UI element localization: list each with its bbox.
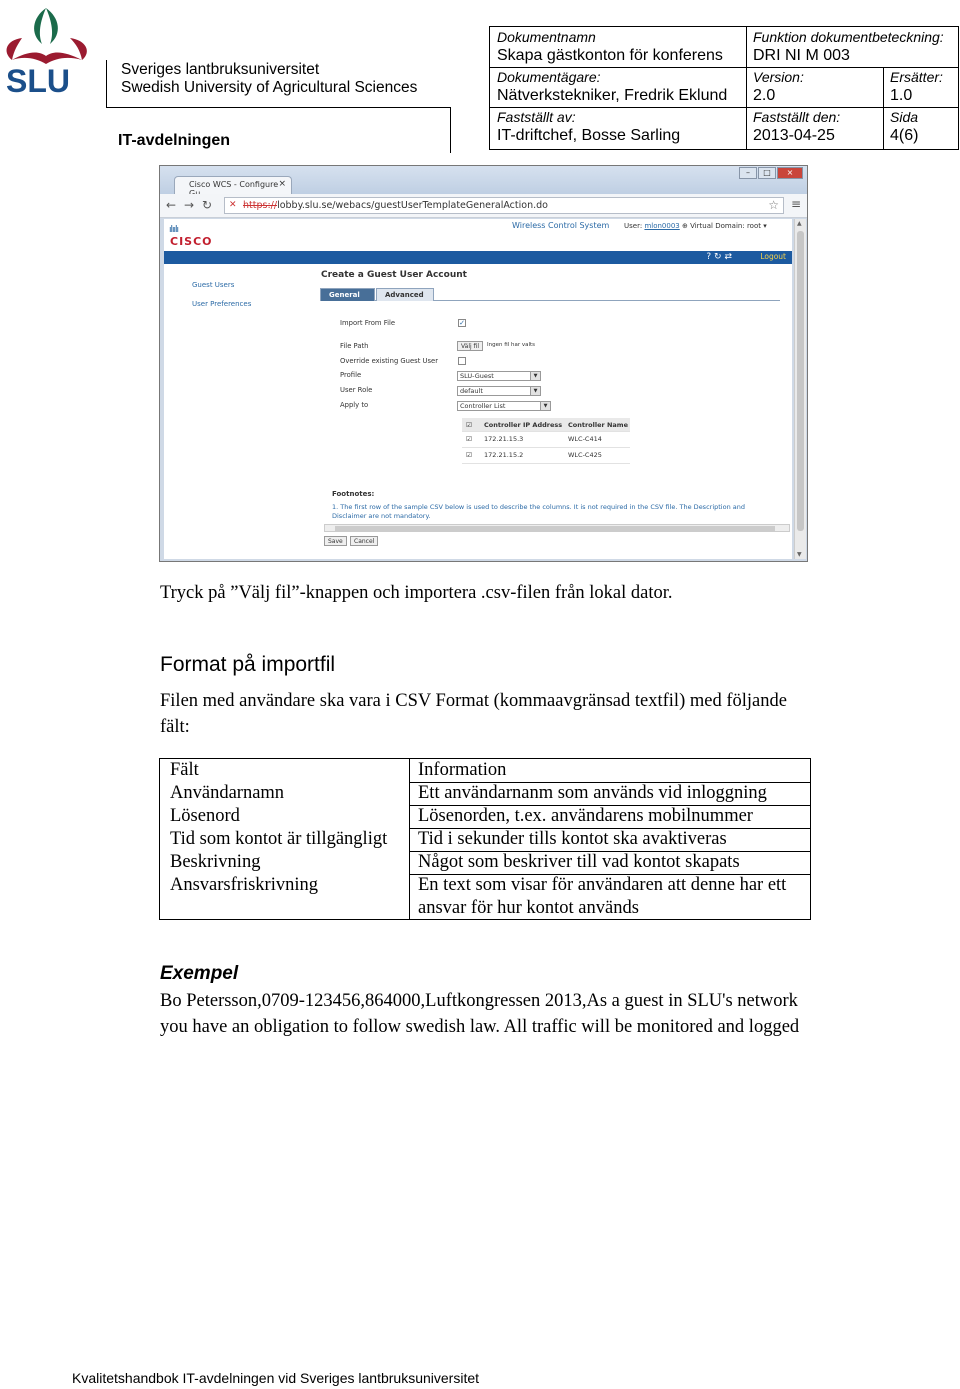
slu-logo — [2, 4, 96, 96]
import-from-file-label: Import From File — [340, 319, 396, 327]
page-footer: Kvalitetshandbok IT-avdelningen vid Sveriges lantbruksuniversitet — [72, 1370, 480, 1386]
controller-name: WLC-C414 — [568, 435, 602, 443]
example-heading: Exempel — [160, 963, 239, 984]
controller-ip: 172.21.15.3 — [484, 435, 524, 443]
field-info: Ett användarnanm som används vid inloggning — [418, 783, 767, 803]
apply-to-value: Controller List — [460, 402, 506, 410]
minimize-icon[interactable]: – — [739, 167, 757, 179]
url-scheme: https:// — [243, 200, 278, 211]
screenshot-caption: Tryck på ”Välj fil”-knappen och importera .csv-filen från lokal dator. — [160, 583, 673, 603]
field-name: Användarnamn — [170, 783, 285, 803]
cancel-button[interactable]: Cancel — [350, 536, 378, 546]
row-checkbox[interactable]: ☑ — [466, 451, 472, 459]
scroll-thumb[interactable] — [797, 231, 804, 531]
controller-ip: 172.21.15.2 — [484, 451, 524, 459]
close-window-icon[interactable]: × — [777, 167, 803, 179]
left-navigation — [164, 264, 312, 559]
department-name: IT-avdelningen — [118, 132, 231, 149]
meta-doc-name — [490, 27, 723, 65]
forward-icon[interactable]: → — [184, 198, 195, 212]
owner-value: Nätverkstekniker, Fredrik Eklund — [497, 87, 728, 104]
meta-function — [746, 27, 944, 65]
override-checkbox[interactable] — [458, 357, 466, 365]
profile-value: SLU-Guest — [460, 372, 494, 380]
intro-paragraph: Filen med användare ska vara i CSV Format (kommaavgränsad textfil) med följande fält: — [160, 691, 787, 737]
user-role-label: User Role — [340, 386, 373, 394]
approved-date-label: Fastställt den: — [753, 109, 841, 125]
field-info: Något som beskriver till vad kontot skapats — [418, 852, 740, 872]
meta-page — [883, 107, 918, 145]
tab-general[interactable]: General — [320, 288, 375, 301]
chevron-down-icon: ▼ — [530, 372, 540, 380]
user-info — [624, 222, 767, 230]
header-rule — [106, 107, 451, 108]
footnote-text: 1. The first row of the sample CSV below is used to describe the columns. It is not required in the CSV file. The Description and Disclaimer are not mandatory. — [332, 503, 745, 520]
save-button[interactable]: Save — [324, 536, 347, 546]
chevron-down-icon: ▼ — [540, 402, 550, 410]
document-meta-table — [489, 26, 959, 150]
meta-replaces — [883, 67, 943, 105]
field-name: Beskrivning — [170, 852, 261, 872]
field-info: Tid i sekunder tills kontot ska avaktiveras — [418, 829, 727, 849]
controller-table — [462, 418, 630, 464]
field-name: Lösenord — [170, 806, 240, 826]
tab-title: Cisco WCS - Configure — [189, 180, 279, 189]
version-value: 2.0 — [753, 87, 776, 104]
form-tabs — [320, 288, 780, 301]
scroll-down-icon[interactable]: ▼ — [797, 551, 802, 558]
profile-label: Profile — [340, 371, 362, 379]
field-info: Lösenorden, t.ex. användarens mobilnummer — [418, 806, 753, 826]
doc-name-value: Skapa gästkonton för konferens — [497, 47, 723, 64]
vertical-scrollbar[interactable] — [794, 219, 806, 559]
section-heading: Format på importfil — [160, 653, 336, 676]
top-nav-bar — [164, 251, 792, 264]
approved-by-value: IT-driftchef, Bosse Sarling — [497, 127, 681, 144]
import-from-file-checkbox[interactable]: ✓ — [459, 319, 465, 327]
field-info: En text som visar för användaren att denne har ett ansvar för hur kontot används — [418, 875, 787, 918]
back-icon[interactable]: ← — [166, 198, 177, 212]
cisco-bars-icon: ılıılı — [169, 225, 179, 235]
address-bar — [160, 194, 807, 218]
page-label: Sida — [890, 109, 919, 125]
domain-dropdown-icon[interactable]: ▾ — [763, 222, 767, 230]
reload-icon[interactable]: ↻ — [202, 198, 213, 212]
maximize-icon[interactable]: □ — [758, 167, 776, 179]
user-label: User: — [624, 222, 643, 230]
nav-guest-users[interactable]: Guest Users — [192, 281, 235, 289]
replaces-value: 1.0 — [890, 87, 913, 104]
meta-approved-by — [490, 107, 680, 145]
override-label: Override existing Guest User — [340, 357, 439, 365]
version-label: Version: — [753, 69, 804, 85]
main-content — [312, 264, 792, 559]
table-row — [462, 448, 630, 464]
apply-to-select[interactable] — [457, 401, 551, 411]
apply-to-label: Apply to — [340, 401, 369, 409]
page-heading: Create a Guest User Account — [321, 270, 467, 280]
university-name-en: Swedish University of Agricultural Sciences — [121, 79, 418, 96]
profile-select[interactable] — [457, 371, 541, 381]
browser-titlebar — [160, 166, 807, 194]
controller-name: WLC-C425 — [568, 451, 602, 459]
horizontal-scrollbar[interactable] — [324, 524, 790, 532]
table-col-divider — [409, 759, 410, 919]
page-value: 4(6) — [890, 127, 919, 144]
replaces-label: Ersätter: — [890, 69, 943, 85]
header-divider-2 — [450, 107, 451, 153]
scroll-thumb[interactable] — [335, 526, 775, 531]
approved-date-value: 2013-04-25 — [753, 127, 835, 144]
meta-approved-date — [746, 107, 840, 145]
nav-user-preferences[interactable]: User Preferences — [192, 300, 252, 308]
cisco-logo: CISCO — [170, 235, 213, 248]
choose-file-button[interactable]: Välj fil — [457, 341, 483, 351]
bookmark-star-icon[interactable]: ☆ — [768, 198, 779, 212]
browser-menu-icon[interactable]: ≡ — [790, 197, 801, 211]
doc-name-label: Dokumentnamn — [497, 29, 596, 45]
meta-owner — [490, 67, 727, 105]
row-checkbox[interactable]: ☑ — [466, 435, 472, 443]
product-name: Wireless Control System — [512, 221, 610, 230]
university-name-sv: Sveriges lantbruksuniversitet — [121, 61, 320, 78]
url-path: lobby.slu.se/webacs/guestUserTemplateGeneralAction.do — [277, 200, 548, 211]
logo-text: SLU — [6, 63, 70, 96]
logout-link[interactable]: Logout — [760, 252, 786, 261]
wcs-page — [164, 219, 792, 559]
field-name: Ansvarsfriskrivning — [170, 875, 318, 895]
user-link[interactable]: mlon0003 — [644, 222, 680, 230]
field-info: Information — [418, 760, 507, 780]
header-divider — [106, 60, 107, 108]
no-file-chosen: Ingen fil har valts — [487, 342, 535, 348]
col-controller-name: Controller Name — [568, 421, 628, 429]
url-input[interactable] — [224, 197, 784, 214]
col-controller-ip: Controller IP Address — [484, 421, 563, 429]
fields-table — [159, 758, 811, 920]
browser-screenshot — [159, 165, 808, 562]
globe-icon: ⊕ — [681, 222, 688, 230]
scroll-up-icon[interactable]: ▲ — [797, 220, 802, 227]
window-controls — [739, 167, 803, 179]
user-role-select[interactable] — [457, 386, 541, 396]
field-name: Fält — [170, 760, 199, 780]
meta-version — [746, 67, 804, 105]
file-path-label: File Path — [340, 342, 369, 350]
select-all-checkbox[interactable]: ☑ — [466, 421, 472, 429]
function-label: Funktion dokumentbeteckning: — [753, 29, 944, 45]
chevron-down-icon: ▼ — [530, 387, 540, 395]
table-row — [462, 432, 630, 448]
insecure-lock-icon: ✕ — [229, 200, 237, 210]
field-name: Tid som kontot är tillgängligt — [170, 829, 388, 849]
help-refresh-icons[interactable]: ? ↻ ⇄ — [706, 252, 732, 262]
browser-tab[interactable] — [174, 176, 292, 194]
owner-label: Dokumentägare: — [497, 69, 601, 85]
example-text: Bo Petersson,0709-123456,864000,Luftkongressen 2013,As a guest in SLU's network you have an obligation to follow swedish law. All traffic will be monitored and logged — [160, 991, 800, 1037]
university-name — [121, 61, 417, 97]
function-value: DRI NI M 003 — [753, 47, 850, 64]
controller-table-header — [462, 418, 630, 432]
tab-advanced[interactable]: Advanced — [376, 288, 434, 301]
close-tab-icon[interactable]: × — [278, 179, 286, 189]
approved-by-label: Fastställt av: — [497, 109, 576, 125]
virtual-domain: Virtual Domain: root — [690, 222, 761, 230]
user-role-value: default — [460, 387, 483, 395]
footnotes-title: Footnotes: — [332, 490, 375, 498]
